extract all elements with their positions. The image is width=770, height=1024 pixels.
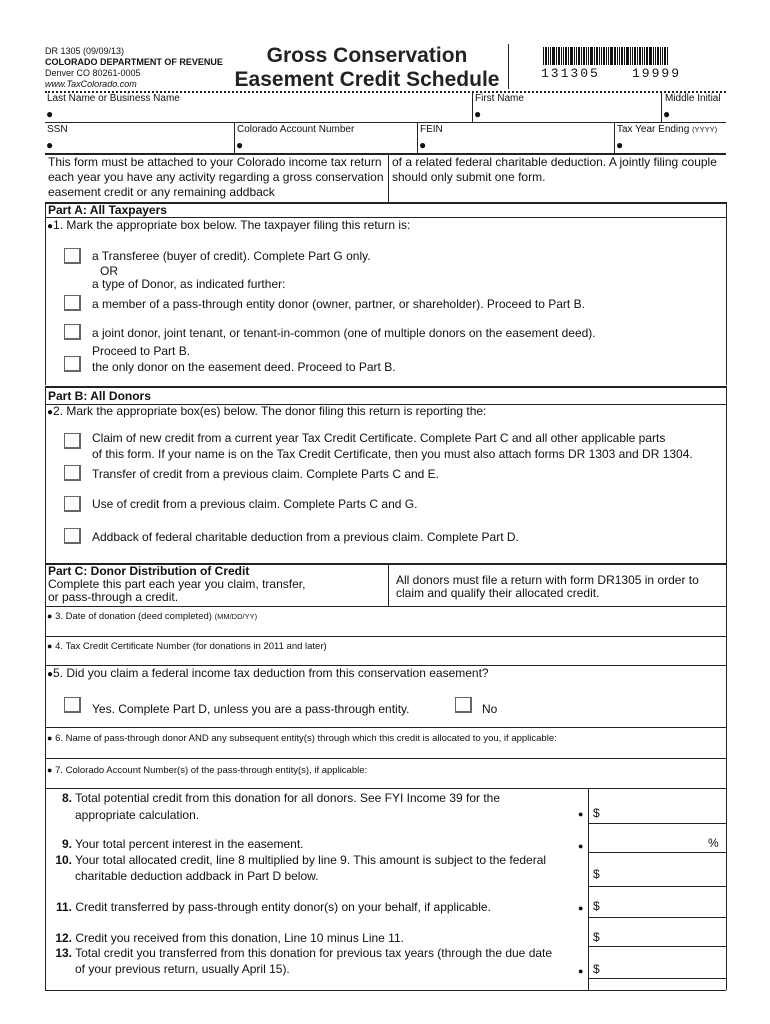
joint-donor-checkbox[interactable] (64, 324, 81, 340)
q2-text: ●2. Mark the appropriate box(es) below. The donor filing this return is reporting the: (47, 404, 487, 418)
first-name-label: First Name (475, 93, 524, 104)
form-id: DR 1305 (09/09/13) (45, 46, 125, 56)
line11-bullet: ● (578, 903, 584, 913)
intro-left-line3: easement credit or any remaining addback (48, 185, 275, 199)
q6-label[interactable]: ● 6. Name of pass-through donor AND any subsequent entity(s) through which this credit is allocated to you, if applicable: (47, 733, 557, 744)
q1-text: ●1. Mark the appropriate box below. The taxpayer filing this return is: (47, 218, 411, 232)
transfer-credit-label: Transfer of credit from a previous claim. Complete Parts C and E. (92, 467, 440, 481)
tax-year-hint: (YYYY) (692, 125, 718, 134)
first-name-field[interactable]: ● (474, 107, 482, 121)
addback-checkbox[interactable] (64, 528, 81, 544)
line8-bullet: ● (578, 809, 584, 819)
line9-bullet: ● (578, 841, 584, 851)
use-credit-label: Use of credit from a previous claim. Complete Parts C and G. (92, 497, 418, 511)
line10-text-line2: charitable deduction addback in Part D below. (75, 869, 319, 883)
line8-dollar[interactable]: $ (593, 806, 600, 820)
transferee-label: a Transferee (buyer of credit). Complete Part G only. (92, 249, 371, 263)
member-donor-label: a member of a pass-through entity donor (owner, partner, or shareholder). Proceed to Part B. (92, 297, 585, 311)
line8-text-line1: 8. Total potential credit from this donation for all donors. See FYI Income 39 for the (61, 791, 501, 805)
q5-no-label: No (482, 702, 498, 716)
q4-label[interactable]: ● 4. Tax Credit Certificate Number (for donations in 2011 and later) (47, 641, 327, 652)
or-label: OR (100, 264, 118, 278)
fein-label: FEIN (420, 124, 443, 135)
member-donor-checkbox[interactable] (64, 295, 81, 311)
q3-label[interactable]: ● 3. Date of donation (deed completed) (MM/DD/YY) (47, 611, 258, 622)
department-address: Denver CO 80261-0005 (45, 68, 141, 78)
joint-donor-label-line2: Proceed to Part B. (92, 344, 191, 358)
department-website: www.TaxColorado.com (45, 79, 137, 89)
line9-percent[interactable]: % (708, 836, 719, 850)
fein-field[interactable]: ● (419, 138, 427, 152)
q5-yes-label: Yes. Complete Part D, unless you are a pass-through entity. (92, 702, 410, 716)
form-title-line1: Gross Conservation (266, 44, 468, 67)
line13-text-line2: of your previous return, usually April 15). (75, 962, 290, 976)
claim-new-credit-label-line1: Claim of new credit from a current year Tax Credit Certificate. Complete Part C and all other applicable parts (92, 431, 666, 445)
last-name-field[interactable]: ● (46, 107, 54, 121)
line9-text: 9. Your total percent interest in the easement. (61, 837, 304, 851)
line13-dollar[interactable]: $ (593, 962, 600, 976)
tax-year-label: Tax Year Ending (YYYY) (617, 124, 718, 135)
only-donor-checkbox[interactable] (64, 356, 81, 372)
part-a-title: Part A: All Taxpayers (48, 203, 167, 217)
line11-text: 11. Credit transferred by pass-through entity donor(s) on your behalf, if applicable. (55, 900, 491, 914)
line8-text-line2: appropriate calculation. (75, 808, 200, 822)
part-c-sub-line1: Complete this part each year you claim, transfer, (48, 577, 306, 591)
line13-bullet: ● (578, 966, 584, 976)
only-donor-label: the only donor on the easement deed. Proceed to Part B. (92, 360, 396, 374)
barcode (543, 47, 669, 65)
joint-donor-label-line1: a joint donor, joint tenant, or tenant-in-common (one of multiple donors on the easement deed). (92, 326, 596, 340)
addback-label: Addback of federal charitable deduction from a previous claim. Complete Part D. (92, 530, 519, 544)
line12-dollar[interactable]: $ (593, 930, 600, 944)
line10-text-line1: 10. Your total allocated credit, line 8 multiplied by line 9. This amount is subject to the federal (55, 853, 547, 867)
line11-dollar[interactable]: $ (593, 899, 600, 913)
part-c-note-line2: claim and qualify their allocated credit. (396, 586, 600, 600)
part-c-sub-line2: or pass-through a credit. (48, 590, 179, 604)
middle-initial-field[interactable]: ● (663, 107, 671, 121)
tax-year-field[interactable]: ● (616, 138, 624, 152)
last-name-label: Last Name or Business Name (47, 93, 180, 104)
line12-text: 12. Credit you received from this donation, Line 10 minus Line 11. (55, 931, 404, 945)
transferee-checkbox[interactable] (64, 248, 81, 264)
co-account-field[interactable]: ● (236, 138, 244, 152)
q5-text: ●5. Did you claim a federal income tax deduction from this conservation easement? (47, 666, 489, 680)
transfer-credit-checkbox[interactable] (64, 465, 81, 481)
q7-label[interactable]: ● 7. Colorado Account Number(s) of the pass-through entity(s), if applicable: (47, 765, 368, 776)
intro-right-line2: should only submit one form. (392, 170, 546, 184)
part-c-title: Part C: Donor Distribution of Credit (48, 564, 250, 578)
co-account-label: Colorado Account Number (237, 124, 355, 135)
part-c-note-line1: All donors must file a return with form DR1305 in order to (396, 573, 699, 587)
q5-no-checkbox[interactable] (455, 697, 472, 713)
department-name: COLORADO DEPARTMENT OF REVENUE (45, 57, 223, 67)
ssn-field[interactable]: ● (46, 138, 54, 152)
barcode-number-1: 131305 (541, 66, 600, 81)
intro-left-line2: each year you have any activity regarding a gross conservation (48, 170, 384, 184)
intro-right-line1: of a related federal charitable deduction. A jointly filing couple (392, 155, 717, 169)
q5-yes-checkbox[interactable] (64, 697, 81, 713)
claim-new-credit-checkbox[interactable] (64, 433, 81, 449)
line13-text-line1: 13. Total credit you transferred from this donation for previous tax years (through the due date (55, 946, 553, 960)
intro-left-line1: This form must be attached to your Colorado income tax return (48, 155, 382, 169)
part-b-title: Part B: All Donors (48, 389, 151, 403)
donor-type-label: a type of Donor, as indicated further: (92, 277, 286, 291)
ssn-label: SSN (47, 124, 68, 135)
claim-new-credit-label-line2: of this form. If your name is on the Tax Credit Certificate, then you must also attach forms DR 1303 and DR 1304. (92, 447, 693, 461)
use-credit-checkbox[interactable] (64, 496, 81, 512)
middle-initial-label: Middle Initial (665, 93, 721, 104)
line10-dollar[interactable]: $ (593, 867, 600, 881)
form-title-line2: Easement Credit Schedule (234, 68, 500, 91)
barcode-number-2: 19999 (632, 66, 682, 81)
